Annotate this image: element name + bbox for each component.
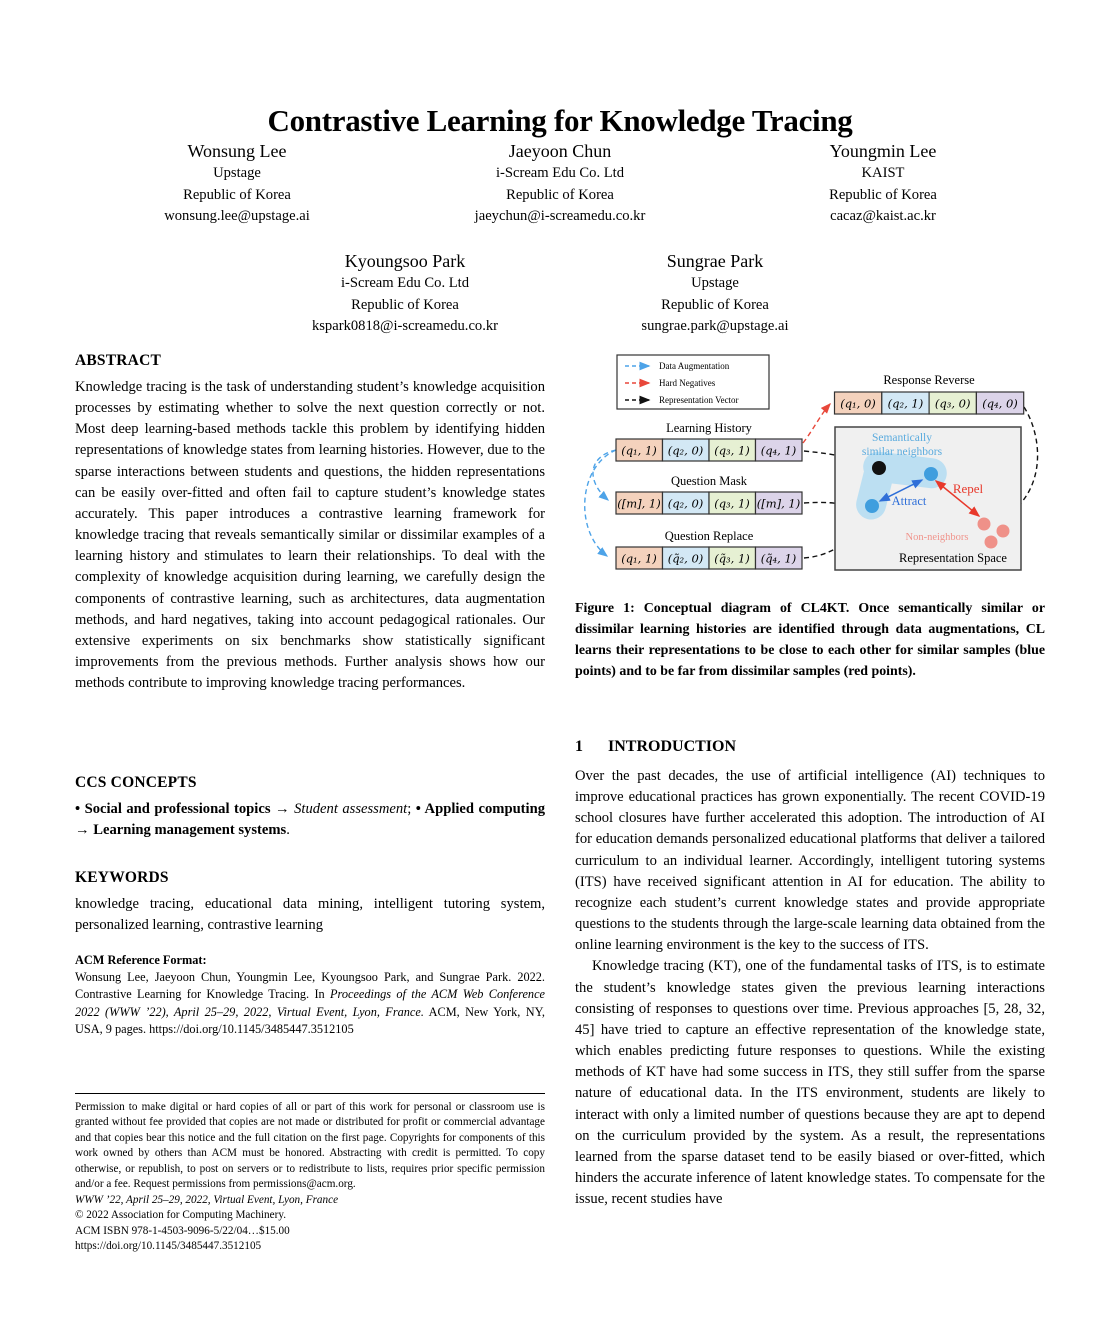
author-affiliation: i-Scream Edu Co. Ltd: [495, 165, 625, 181]
representation-space: [835, 427, 1021, 570]
ccs-separator: ;: [407, 801, 416, 817]
acm-reference-label: ACM Reference Format:: [75, 953, 207, 967]
repel-label: Repel: [952, 481, 984, 496]
author-affiliation: Upstage: [691, 275, 739, 291]
representation-space-label: Representation Space: [899, 551, 1007, 565]
ccs-leaf-2: Learning management systems: [93, 822, 287, 839]
conference-line: WWW ’22, April 25–29, 2022, Virtual Event, Lyon, France: [75, 1193, 339, 1206]
hard-negative-arrow-to-reverse: [803, 404, 830, 443]
acm-ref-part-2: ACM, New York, NY, USA, 9 pages. https://doi.org/10.1145/3485447.3512105: [75, 1004, 545, 1036]
cell-label: (q₄, 1): [760, 443, 797, 458]
acm-reference-text: [75, 952, 545, 1038]
legend-label: Representation Vector: [659, 395, 739, 405]
anchor-dot: [872, 461, 886, 475]
author-block: [250, 249, 560, 338]
negative-dot: [985, 536, 998, 549]
author-name: Kyoungsoo Park: [344, 251, 466, 271]
author-email: jaeychun@i-screamedu.co.kr: [474, 208, 646, 224]
acm-ref-part-italic: Proceedings of the ACM Web Conference 2022 (WWW ’22), April 25–29, 2022, Virtual Event, Lyon, France.: [75, 987, 545, 1019]
negative-dot: [978, 518, 991, 531]
ccs-arrow: →: [75, 822, 94, 839]
cell-label: ([m], 1): [617, 496, 661, 511]
introduction-section: [575, 738, 1045, 1210]
ccs-concept-2: • Applied computing: [415, 801, 546, 817]
figure-1: [575, 352, 1045, 594]
row-title-learning-history: Learning History: [666, 421, 752, 435]
authors-row-1: [75, 139, 1045, 228]
cell-label: (q₁, 1): [621, 551, 657, 566]
cell-label: (q₃, 0): [934, 396, 971, 411]
ccs-heading: CCS CONCEPTS: [75, 774, 197, 791]
non-neighbors-label: Non-neighbors: [905, 532, 969, 543]
author-affiliation: KAIST: [861, 165, 905, 181]
cell-label: (q₂, 0): [667, 443, 704, 458]
acm-ref-part-1: Wonsung Lee, Jaeyoon Chun, Youngmin Lee, Kyoungsoo Park, and Sungrae Park. 2022. Contrastive Learning for Knowledge Tracing. In: [75, 970, 545, 1002]
author-affiliation: i-Scream Edu Co. Ltd: [340, 275, 470, 291]
author-name: Jaeyoon Chun: [508, 141, 612, 161]
authors-row-2: [75, 249, 1045, 338]
row-title-question-mask: Question Mask: [670, 474, 748, 488]
author-block: [722, 139, 1045, 228]
positive-dot: [924, 467, 938, 481]
intro-paragraph-1: Over the past decades, the use of artificial intelligence (AI) techniques to improve educational practices has grown exponentially. The recent COVID-19 school closures have further accelerated this adoption. The introduction of AI for education demands personalized educational platforms that deliver a tailored curriculum to an individual learner. Accordingly, intelligent tutoring systems (ITS) have received significant attention in AI for education. The ability to recognize each student’s current knowledge states and provide appropriate questions to the students through the large-scale learning data obtained from the online learning environment is the key to the success of ITS.: [575, 768, 1045, 954]
cell-label: (q₂, 0): [667, 496, 704, 511]
author-email: cacaz@kaist.ac.kr: [830, 208, 936, 224]
cell-label: (q₃, 1): [714, 496, 750, 511]
augment-arrow-to-replace: [585, 450, 616, 556]
author-country: Republic of Korea: [829, 186, 937, 203]
cell-label: (q₂, 1): [887, 396, 924, 411]
author-block: [399, 139, 722, 228]
legend-label: Data Augmentation: [659, 361, 730, 371]
author-block: [76, 139, 399, 228]
doi-line: https://doi.org/10.1145/3485447.3512105: [75, 1240, 262, 1253]
neighbors-label: similar neighbors: [861, 446, 943, 458]
figure-1-diagram: [575, 352, 1045, 594]
cell-label: ([m], 1): [756, 496, 801, 511]
figure-caption-text: Figure 1: Conceptual diagram of CL4KT. Once semantically similar or dissimilar learning histories are identified through data augmentations, CL learns their representations to be close to each other for similar samples (blue points) and to be far from dissimilar samples (red points).: [575, 601, 1045, 679]
row-title-response-reverse: Response Reverse: [883, 373, 975, 387]
keywords-heading: KEYWORDS: [75, 869, 169, 886]
author-country: Republic of Korea: [183, 186, 291, 203]
cell-label: (q₁, 0): [840, 396, 876, 411]
keywords-text: knowledge tracing, educational data mining, intelligent tutoring system, personalized learning, contrastive learning: [75, 896, 545, 934]
author-country: Republic of Korea: [661, 296, 769, 313]
row-title-question-replace: Question Replace: [664, 529, 754, 543]
permission-text: Permission to make digital or hard copies of all or part of this work for personal or classroom use is granted without fee provided that copies are not made or distributed for profit or commercial advantage and that copies bear this notice and the full citation on the first page. Copyrights for components of this work owned by others than ACM must be honored. Abstracting with credit is permitted. To copy otherwise, or republish, to post on servers or to redistribute to lists, requires prior specific permission and/or a fee. Request permissions from permissions@acm.org.: [75, 1101, 545, 1191]
ccs-concept-1: • Social and professional topics: [75, 801, 271, 817]
legend-label: Hard Negatives: [659, 378, 716, 388]
abstract-heading: ABSTRACT: [75, 352, 162, 369]
author-name: Sungrae Park: [666, 251, 764, 271]
acm-reference-section: [75, 952, 545, 1038]
cell-label: (q̃₄, 1): [760, 551, 797, 566]
footnote-block: [75, 1093, 545, 1255]
abstract-text: Knowledge tracing is the task of understanding student’s knowledge acquisition processes by estimating whether to solve the next question correctly or not. Most deep learning-based methods tackle this problem by identifying hidden representations of knowledge states from learning histories. However, due to the sparse interactions between students and questions, the hidden representations can be easily over-fitted and often fail to capture student’s knowledge states accurately. This paper introduces a contrastive learning framework for knowledge tracing that reveals semantically similar or dissimilar examples of a learning history and stimulates to learn their relationships. To deal with the complexity of knowledge acquisition during learning, we carefully design the components of contrastive learning, such as architectures, data augmentation methods, and hard negatives, taking into account pedagogical rationales. Our extensive experiments on six benchmarks show statistically significant improvements from the previous methods. Further analysis shows how our methods contribute to improving knowledge tracing performances.: [75, 379, 545, 692]
figure-caption: [575, 598, 1045, 682]
ccs-section: [75, 774, 545, 841]
neighbors-label: Semantically: [871, 432, 933, 444]
ccs-period: .: [286, 822, 290, 839]
attract-label: Attract: [891, 494, 927, 508]
cell-label: (q̃₃, 1): [714, 551, 750, 566]
section-heading: [575, 738, 1045, 756]
keywords-section: [75, 869, 545, 936]
author-country: Republic of Korea: [351, 296, 459, 313]
ccs-leaf-1: Student assessment: [294, 801, 408, 817]
intro-paragraph-2: Knowledge tracing (KT), one of the fundamental tasks of ITS, is to estimate the student’s knowledge states given the previous learning interactions consisting of responses to questions over time. Previous approaches [5, 28, 32, 45] have tried to capture an effective representation of the knowledge state, which enables predicting future responses to questions. While the existing methods of KT have had some success in ITS, they still suffer from the sparse nature of educational data. In the ITS environment, students are likely to interact with only a limited number of questions because they are apt to depend on the curriculum provided by the system. As a result, the representations learned from the sparse dataset tend to be easily biased or over-fitted, which hinders the accurate inference of latent knowledge states. To compensate for the issue, recent studies have: [575, 958, 1045, 1208]
author-name: Youngmin Lee: [829, 141, 937, 161]
isbn-line: ACM ISBN 978-1-4503-9096-5/22/04…$15.00: [75, 1224, 290, 1237]
figure-legend: [617, 355, 769, 409]
author-email: wonsung.lee@upstage.ai: [164, 208, 310, 224]
cell-label: (q₁, 1): [621, 443, 657, 458]
author-block: [560, 249, 870, 338]
section-title: INTRODUCTION: [608, 738, 737, 755]
section-number: 1: [575, 738, 583, 755]
negative-dot: [997, 525, 1010, 538]
cell-label: (q₄, 0): [982, 396, 1018, 411]
augment-arrow-to-mask: [593, 450, 616, 500]
copyright-line: © 2022 Association for Computing Machinery.: [75, 1209, 286, 1222]
paper-title: Contrastive Learning for Knowledge Tracing: [267, 102, 853, 138]
author-name: Wonsung Lee: [187, 141, 287, 161]
author-email: kspark0818@i-screamedu.co.kr: [311, 318, 499, 334]
author-affiliation: Upstage: [213, 165, 261, 181]
abstract-section: [75, 352, 545, 694]
positive-dot: [865, 499, 879, 513]
cell-label: (q₃, 1): [714, 443, 750, 458]
ccs-text: [75, 799, 545, 841]
author-country: Republic of Korea: [506, 186, 614, 203]
cell-label: (q̃₂, 0): [667, 551, 704, 566]
author-email: sungrae.park@upstage.ai: [641, 318, 789, 334]
ccs-arrow: →: [270, 801, 295, 817]
